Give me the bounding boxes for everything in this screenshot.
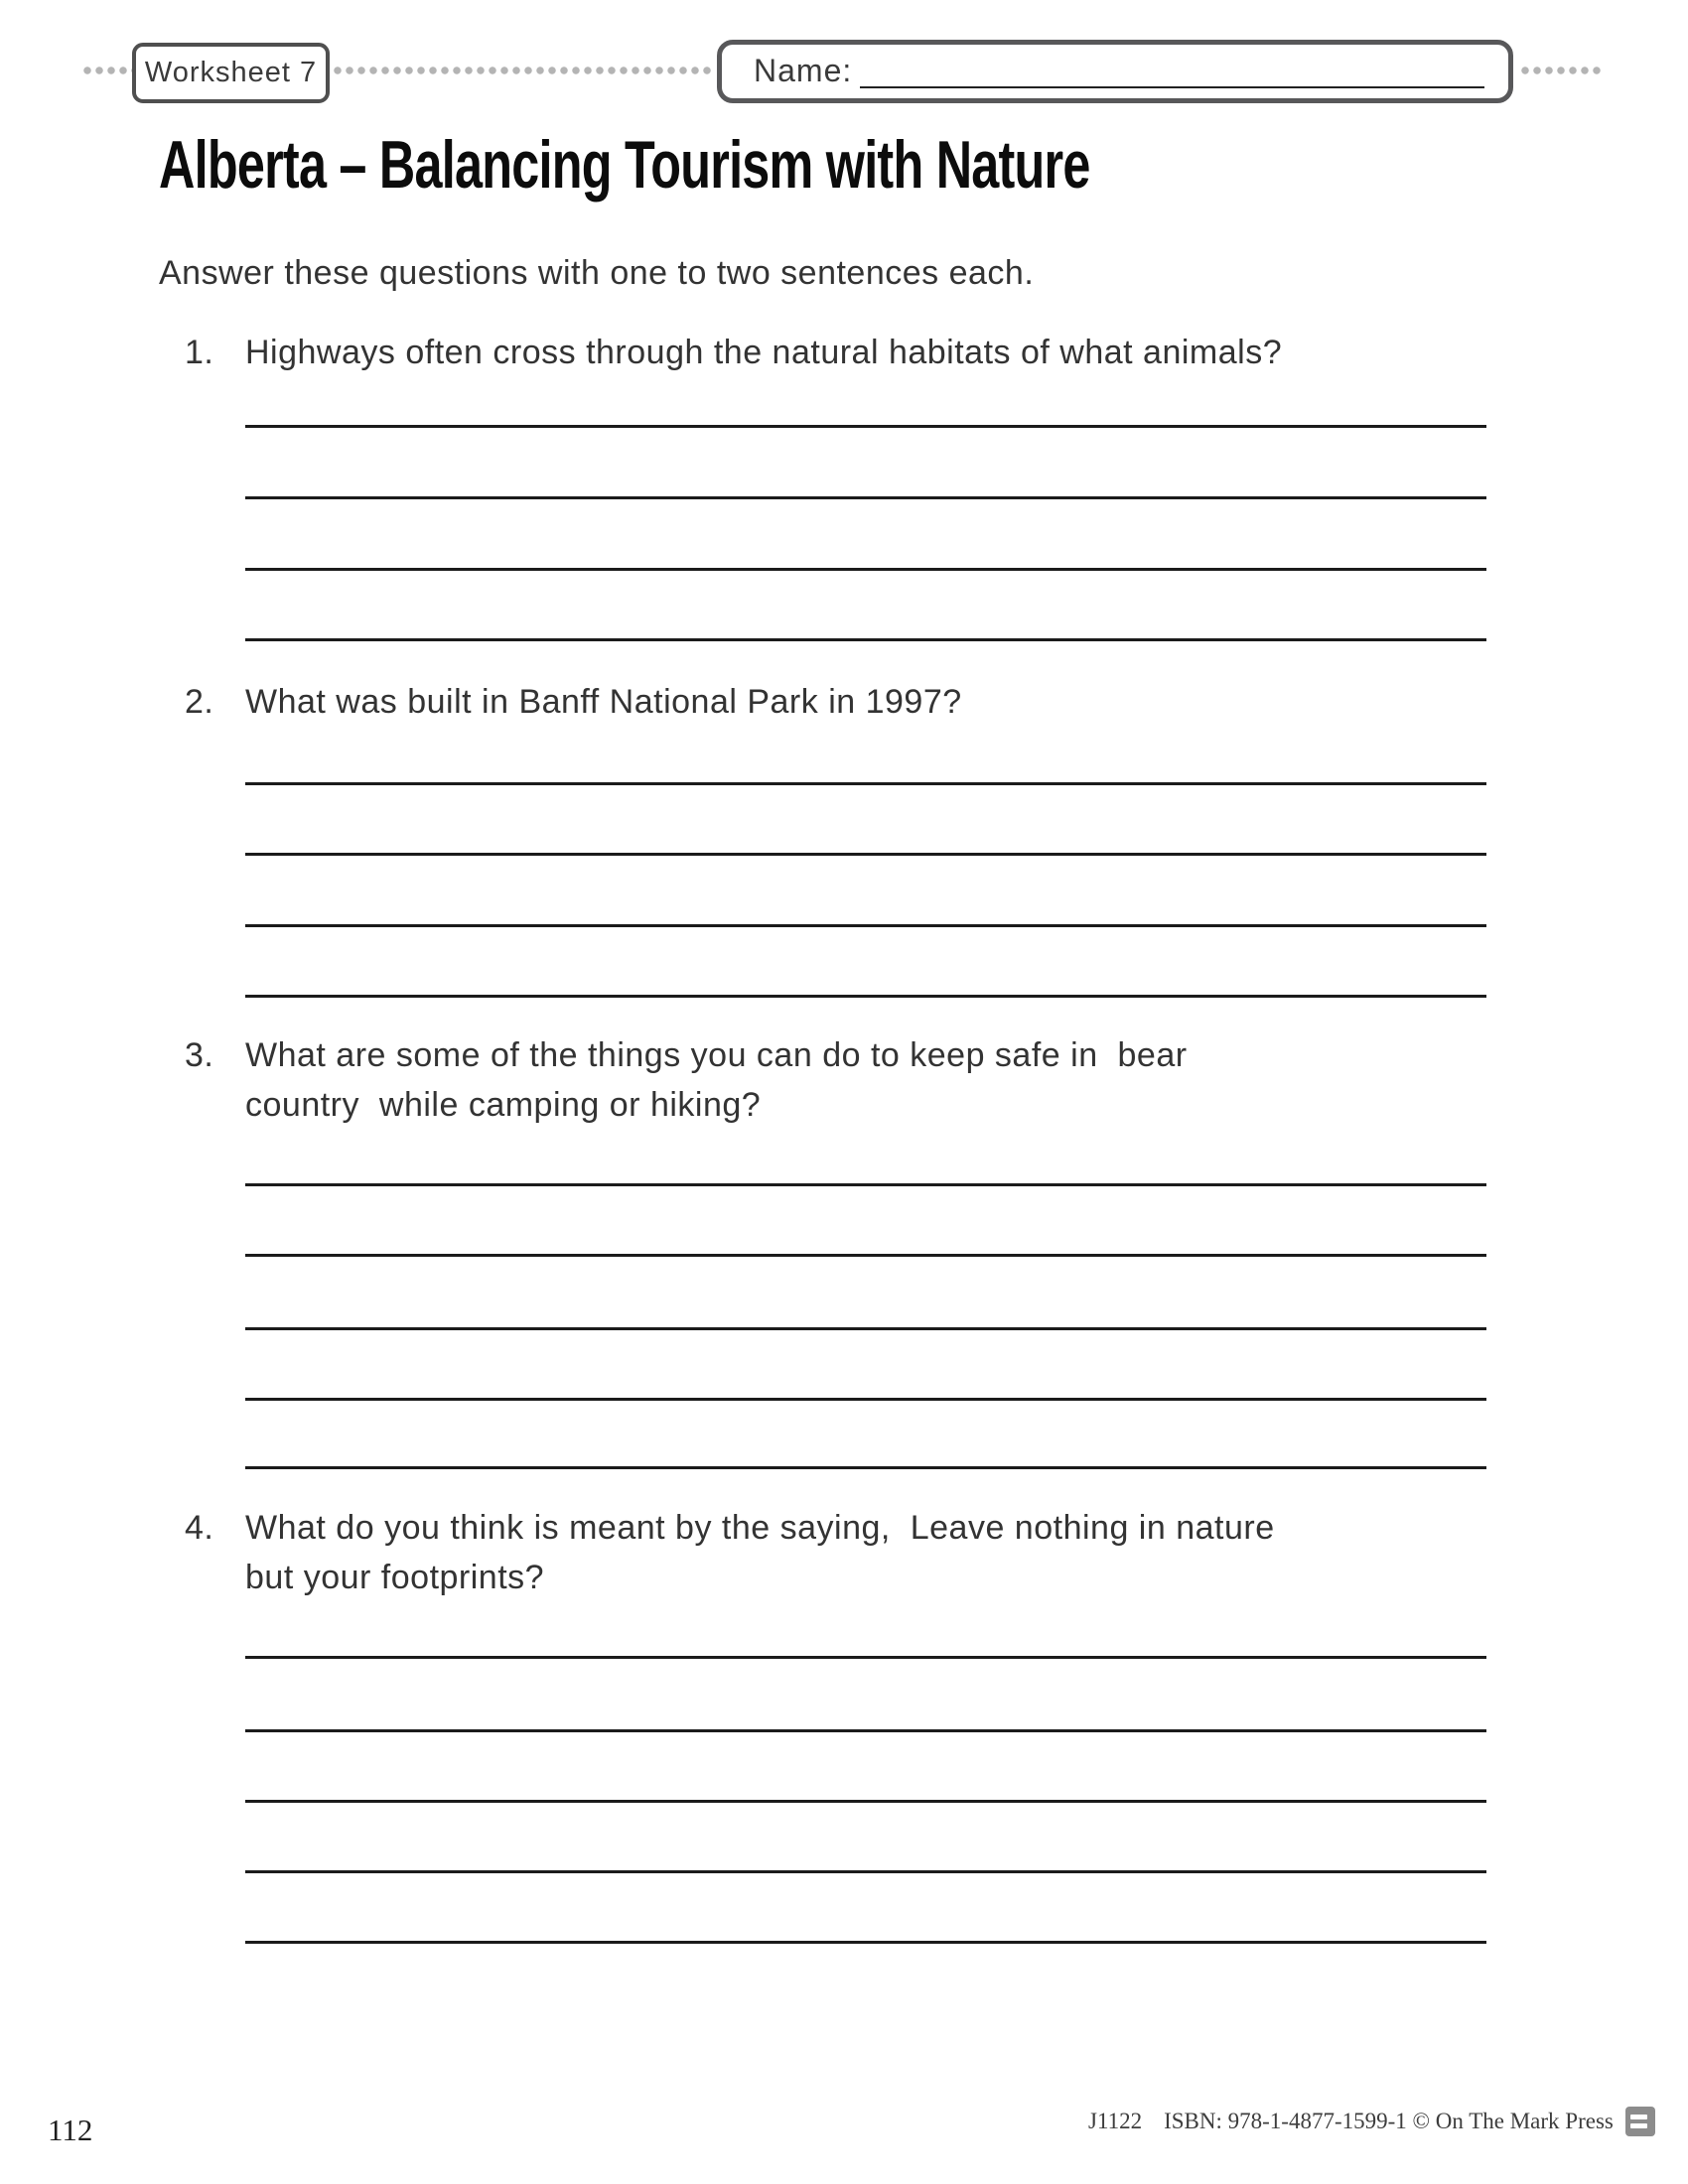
answer-line[interactable] [245,1254,1486,1257]
dotted-line-left [83,66,133,75]
worksheet-badge-label: Worksheet 7 [144,57,318,88]
question-number: 3. [185,1036,214,1074]
question-text: but your footprints? [245,1559,545,1596]
answer-line[interactable] [245,1466,1486,1469]
on-the-mark-press-logo-icon [1625,2107,1655,2136]
answer-line[interactable] [245,1183,1486,1186]
answer-line[interactable] [245,924,1486,927]
question-text: Highways often cross through the natural habitats of what animals? [245,334,1283,371]
answer-line[interactable] [245,1398,1486,1401]
isbn-publisher: ISBN: 978-1-4877-1599-1 © On The Mark Press [1164,2109,1614,2133]
answer-line[interactable] [245,853,1486,856]
answer-line[interactable] [245,1800,1486,1803]
dotted-line-right [1521,66,1605,75]
intro-instruction: Answer these questions with one to two sentences each. [159,254,1035,292]
answer-line[interactable] [245,568,1486,571]
worksheet-badge [132,43,330,103]
dotted-line-middle [334,66,715,75]
answer-line[interactable] [245,1327,1486,1330]
answer-line[interactable] [245,995,1486,998]
answer-line[interactable] [245,1941,1486,1944]
name-field-box [717,40,1513,103]
question-text: What was built in Banff National Park in 1997? [245,683,962,721]
answer-line[interactable] [245,782,1486,785]
answer-line[interactable] [245,1870,1486,1873]
question-number: 4. [185,1509,214,1547]
answer-line[interactable] [245,1656,1486,1659]
footer-credits [1088,2107,1655,2136]
page-title: Alberta – Balancing Tourism with Nature [159,127,1090,203]
question-text: What are some of the things you can do to keep safe in bear [245,1036,1188,1074]
answer-line[interactable] [245,496,1486,499]
answer-line[interactable] [245,638,1486,641]
question-text: What do you think is meant by the saying, Leave nothing in nature [245,1509,1275,1547]
answer-line[interactable] [245,1729,1486,1732]
name-write-in-line[interactable] [860,45,1484,88]
question-text: country while camping or hiking? [245,1086,762,1124]
question-number: 1. [185,334,214,371]
page-number: 112 [48,2113,93,2147]
answer-line[interactable] [245,425,1486,428]
name-label: Name: [754,53,853,88]
question-number: 2. [185,683,214,721]
product-code: J1122 [1088,2109,1143,2133]
